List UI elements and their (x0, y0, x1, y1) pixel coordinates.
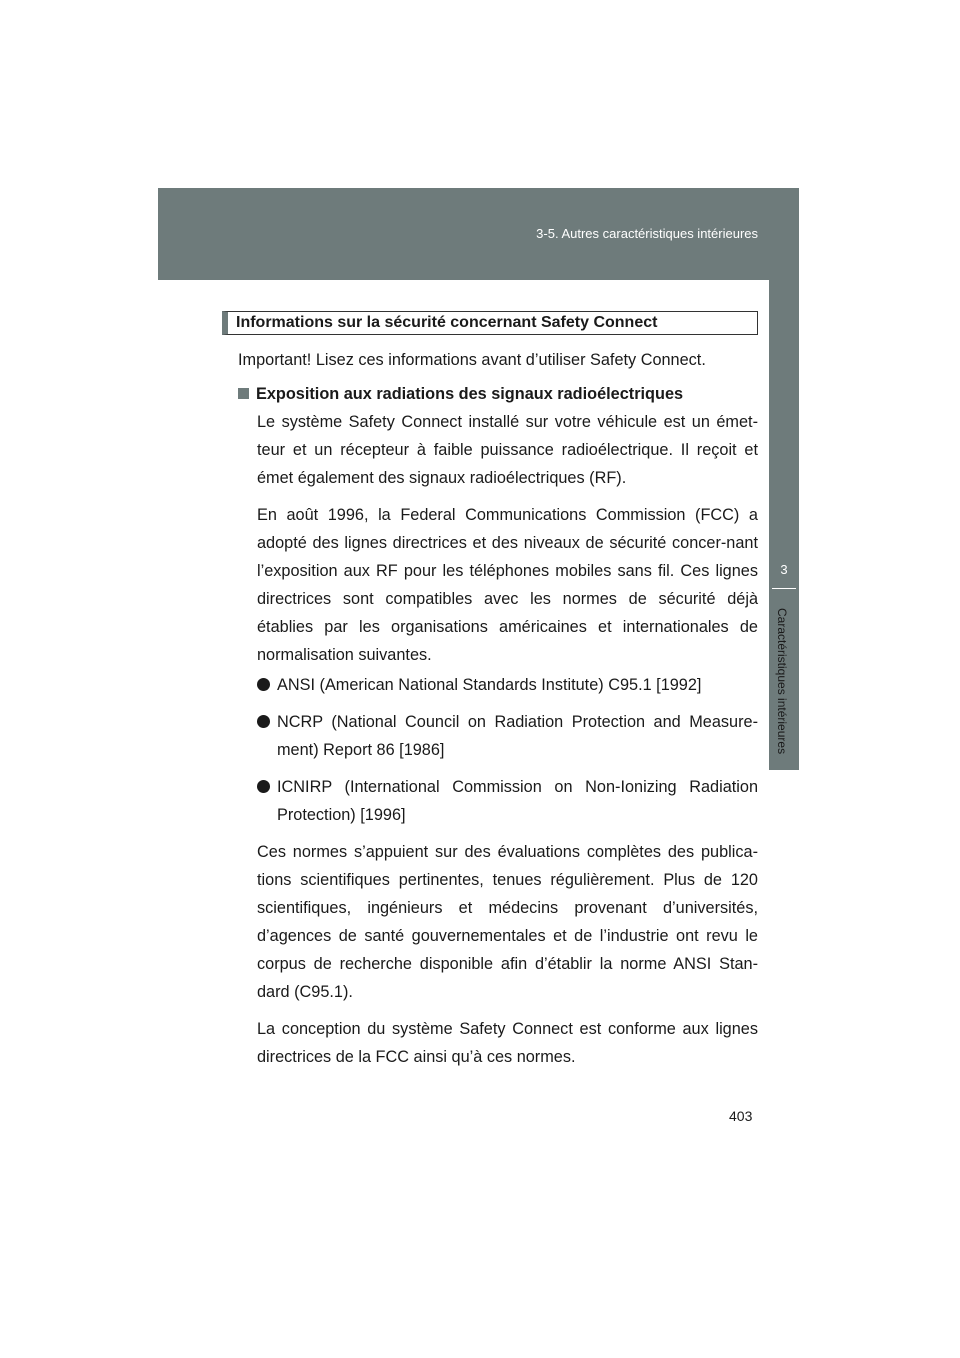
subheading (238, 380, 758, 408)
list-item-text: NCRP (National Council on Radiation Protection and Measure-ment) Report 86 [1986] (277, 713, 758, 759)
list-item-text: ICNIRP (International Commission on Non-Ionizing Radiation Protection) [1996] (277, 778, 758, 824)
chapter-name: Caractéristiques intérieures (775, 608, 789, 755)
square-bullet-icon (238, 388, 249, 399)
chapter-divider (772, 588, 796, 589)
page-number: 403 (729, 1108, 753, 1124)
standards-list (257, 671, 758, 829)
page-content (222, 311, 758, 1071)
paragraph: La conception du système Safety Connect est conforme aux lignes directrices de la FCC ainsi qu’à ces normes. (257, 1020, 758, 1066)
box-heading: Informations sur la sécurité concernant Safety Connect (222, 311, 758, 335)
list-item (257, 671, 758, 699)
header-band (158, 188, 799, 280)
list-item (257, 773, 758, 829)
list-item (257, 708, 758, 764)
bullet-dot-icon (257, 678, 270, 691)
paragraph: Ces normes s’appuient sur des évaluations complètes des publica-tions scientifiques pertinentes, tenues régulièrement. Plus de 120 scientifiques, ingénieurs et médecins provenant d’universités, d’agences de santé gouvernementales et de l’industrie ont revu le corpus de recherche disponible afin d’établir la norme ANSI Stan-dard (C95.1). (257, 843, 758, 1001)
chapter-side-tab (769, 280, 799, 770)
subheading-text: Exposition aux radiations des signaux radioélectriques (256, 385, 684, 403)
intro-text: Important! Lisez ces informations avant d’utiliser Safety Connect. (238, 351, 706, 369)
bullet-dot-icon (257, 715, 270, 728)
section-title: 3-5. Autres caractéristiques intérieures (536, 226, 758, 241)
list-item-text: ANSI (American National Standards Institute) C95.1 [1992] (277, 676, 702, 694)
chapter-number: 3 (780, 562, 788, 577)
paragraph: En août 1996, la Federal Communications Commission (FCC) a adopté des lignes directrices et des niveaux de sécurité concer-nant l’exposition aux RF pour les téléphones mobiles sans fil. Ces lignes directrices sont compatibles avec les normes de sécurité déjà établies par les organisations américaines et internationales de normalisation suivantes. (257, 506, 758, 664)
paragraph: Le système Safety Connect installé sur votre véhicule est un émet-teur et un récepteur à faible puissance radioélectrique. Il reçoit et émet également des signaux radioélectriques (RF). (257, 413, 758, 487)
bullet-dot-icon (257, 780, 270, 793)
